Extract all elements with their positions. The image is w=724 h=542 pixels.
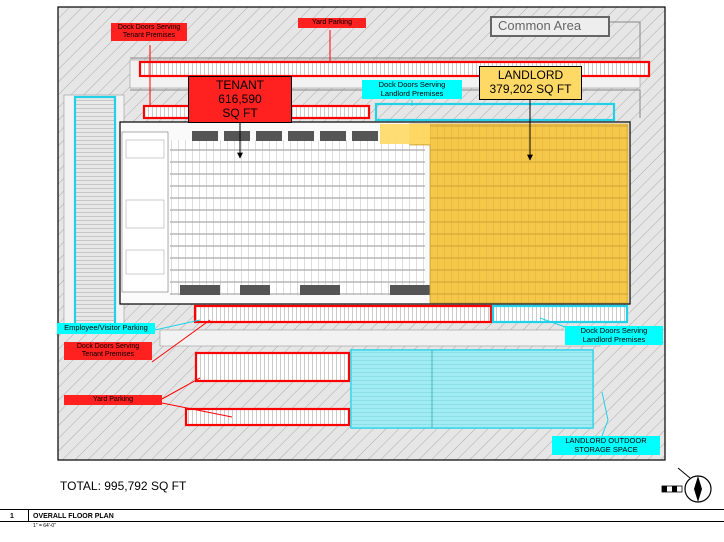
tenant-dock-label-bottom: Dock Doors Serving Tenant Premises (64, 342, 152, 360)
landlord-outdoor-label: LANDLORD OUTDOOR STORAGE SPACE (552, 436, 660, 455)
tenant-area-label: TENANT 616,590 SQ FT (188, 76, 292, 123)
employee-parking-label: Employee/Visitor Parking (57, 323, 155, 334)
landlord-dock-label-top: Dock Doors Serving Landlord Premises (362, 80, 462, 99)
drawing-number: 1 (10, 513, 14, 520)
drawing-title: OVERALL FLOOR PLAN (33, 513, 114, 520)
yard-parking-bottom-2 (186, 409, 349, 425)
tenant-dock-doors-bottom (195, 306, 491, 322)
common-area-label: Common Area (490, 16, 610, 37)
landlord-premises (410, 124, 628, 303)
yard-parking-bottom-1 (196, 353, 349, 381)
total-area-text: TOTAL: 995,792 SQ FT (60, 479, 187, 493)
office-area (122, 132, 168, 292)
employee-parking-area (75, 97, 115, 325)
north-arrow-icon (662, 468, 711, 502)
landlord-dock-doors-bottom (493, 306, 627, 322)
yard-parking-label-top: Yard Parking (298, 18, 366, 28)
tenant-dock-label-top: Dock Doors Serving Tenant Premises (111, 23, 187, 41)
yard-parking-label-bottom: Yard Parking (64, 395, 162, 405)
drawing-scale: 1" = 64'-0" (33, 523, 56, 529)
landlord-area-label: LANDLORD 379,202 SQ FT (479, 66, 582, 100)
tenant-racking (170, 140, 425, 295)
title-block (0, 509, 724, 542)
landlord-dock-label-bottom: Dock Doors Serving Landlord Premises (565, 326, 663, 345)
